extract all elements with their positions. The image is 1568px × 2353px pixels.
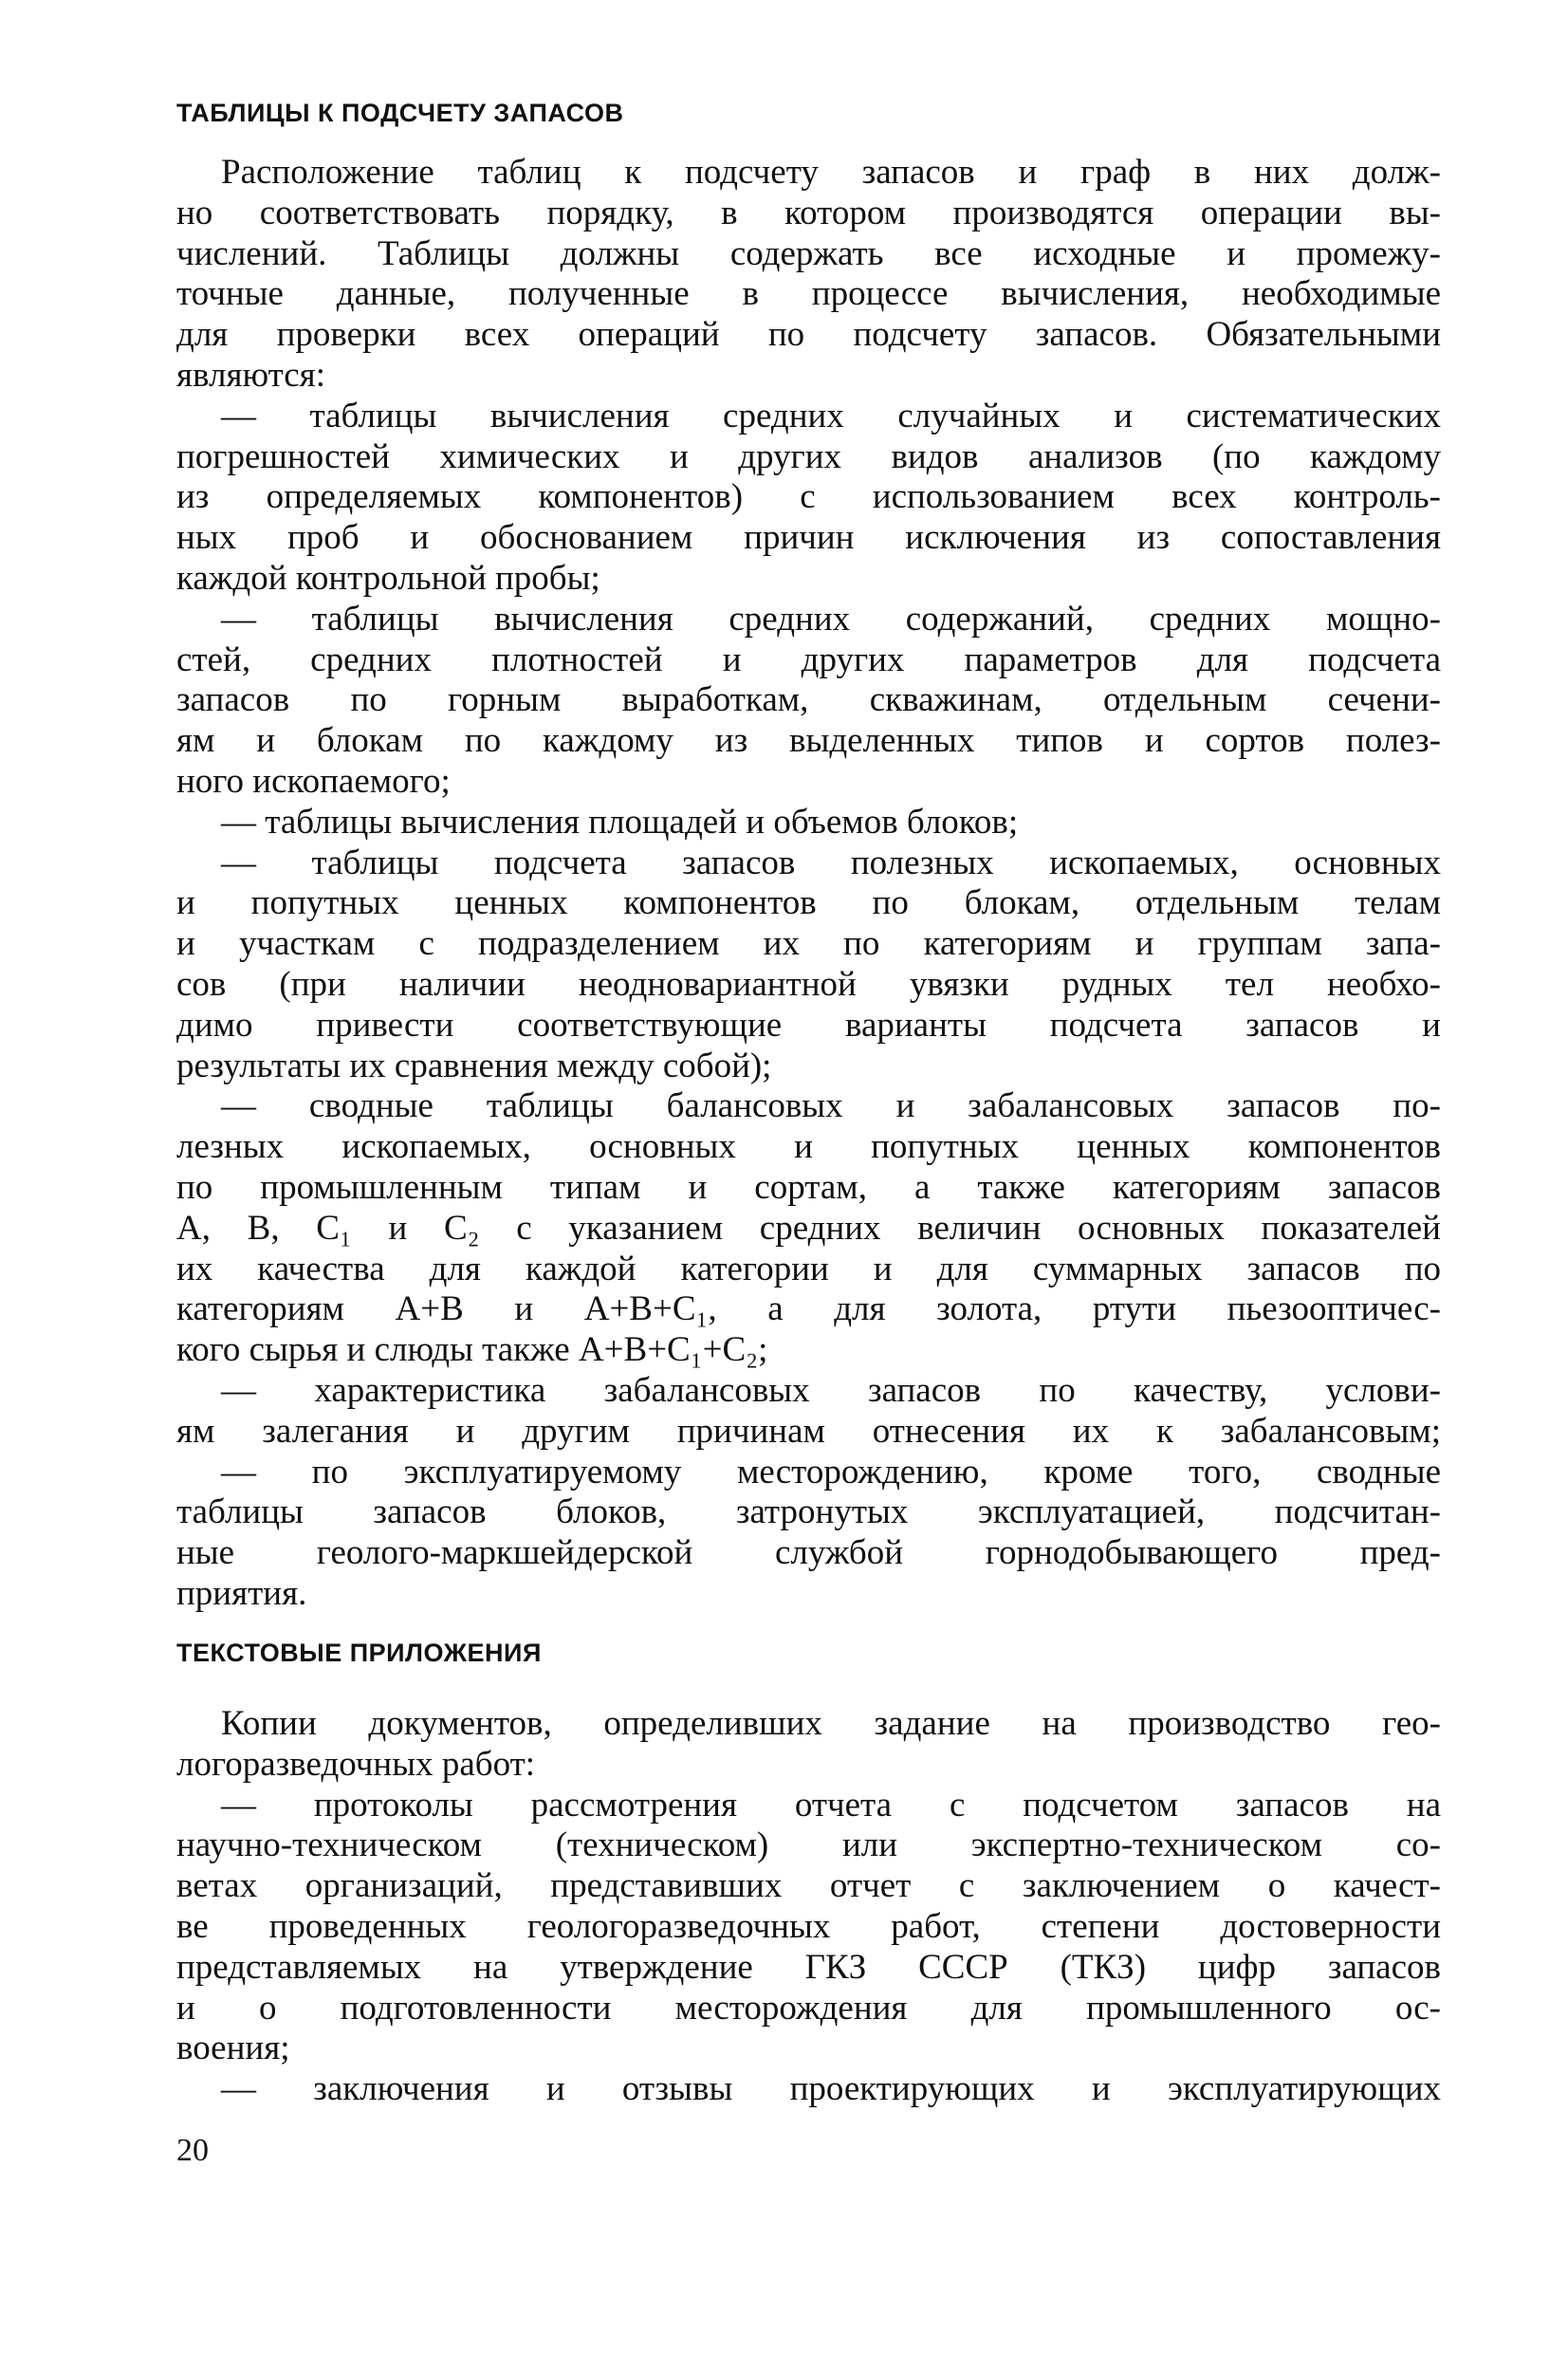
text-line: для проверки всех операций по подсчету запасов. Обязательными: [176, 315, 1441, 355]
text-line: Расположение таблиц к подсчету запасов и граф в них долж-: [221, 153, 1441, 192]
text-line: лезных ископаемых, основных и попутных ценных компонентов: [176, 1127, 1441, 1167]
text-line: ве проведенных геологоразведочных работ, степени достоверности: [176, 1907, 1441, 1946]
text-line: ям и блокам по каждому из выделенных типов и сортов полез-: [176, 721, 1441, 761]
text-line: димо привести соответствующие варианты подсчета запасов и: [176, 1005, 1441, 1045]
text-line: сов (при наличии неодновариантной увязки рудных тел необхо-: [176, 965, 1441, 1004]
text-line: логоразведочных работ:: [176, 1744, 536, 1784]
text-line: ных проб и обоснованием причин исключения из сопоставления: [176, 518, 1441, 558]
text-line: по промышленным типам и сортам, а также категориям запасов: [176, 1168, 1441, 1207]
text-line: — протоколы рассмотрения отчета с подсчетом запасов на: [221, 1785, 1441, 1825]
text-line: таблицы запасов блоков, затронутых эксплуатацией, подсчитан-: [176, 1492, 1441, 1532]
text-line: — заключения и отзывы проектирующих и эксплуатирующих: [221, 2069, 1441, 2109]
text-line: ного ископаемого;: [176, 762, 451, 801]
text-line: из определяемых компонентов) с использованием всех контроль-: [176, 477, 1441, 517]
text-line: — характеристика забалансовых запасов по качеству, услови-: [221, 1371, 1441, 1410]
text-line: — таблицы подсчета запасов полезных ископаемых, основных: [221, 843, 1441, 882]
text-line: А, В, С₁ и С₂ с указанием средних величин основных показателей: [176, 1208, 1441, 1248]
text-line: результаты их сравнения между собой);: [176, 1046, 772, 1085]
text-line: стей, средних плотностей и других параметров для подсчета: [176, 639, 1441, 679]
text-line: каждой контрольной пробы;: [176, 559, 600, 598]
page-number: 20: [176, 2133, 209, 2168]
text-line: воения;: [176, 2029, 290, 2068]
text-line: ям залегания и другим причинам отнесения их к забалансовым;: [176, 1411, 1441, 1451]
text-line: запасов по горным выработкам, скважинам, отдельным сечени-: [176, 680, 1441, 720]
text-line: и попутных ценных компонентов по блокам, отдельным телам: [176, 883, 1441, 923]
section-heading: ТЕКСТОВЫЕ ПРИЛОЖЕНИЯ: [176, 1639, 542, 1667]
text-line: но соответствовать порядку, в котором производятся операции вы-: [176, 193, 1441, 232]
text-line: — сводные таблицы балансовых и забалансовых запасов по-: [221, 1086, 1441, 1126]
text-line: погрешностей химических и других видов анализов (по каждому: [176, 436, 1441, 476]
text-line: и участкам с подразделением их по категориям и группам запа-: [176, 924, 1441, 964]
text-line: кого сырья и слюды также А+В+С₁+С₂;: [176, 1330, 768, 1370]
text-line: — таблицы вычисления средних содержаний, средних мощно-: [221, 599, 1441, 639]
text-line: Копии документов, определивших задание на производство гео-: [221, 1704, 1441, 1743]
text-line: ные геолого-маркшейдерской службой горнодобывающего пред-: [176, 1533, 1441, 1573]
text-line: представляемых на утверждение ГКЗ СССР (ТКЗ) цифр запасов: [176, 1947, 1441, 1987]
text-line: категориям А+В и А+В+С₁, а для золота, ртути пьезооптичес-: [176, 1289, 1441, 1329]
text-line: их качества для каждой категории и для суммарных запасов по: [176, 1249, 1441, 1288]
text-line: приятия.: [176, 1574, 307, 1613]
text-line: — таблицы вычисления средних случайных и систематических: [221, 396, 1441, 435]
text-line: — по эксплуатируемому месторождению, кроме того, сводные: [221, 1452, 1441, 1491]
text-line: научно-техническом (техническом) или экспертно-техническом со-: [176, 1825, 1441, 1865]
text-line: числений. Таблицы должны содержать все исходные и промежу-: [176, 233, 1441, 273]
section-heading: ТАБЛИЦЫ К ПОДСЧЕТУ ЗАПАСОВ: [176, 99, 624, 127]
text-line: ветах организаций, представивших отчет с заключением о качест-: [176, 1866, 1441, 1906]
text-line: точные данные, полученные в процессе вычисления, необходимые: [176, 274, 1441, 314]
text-line: являются:: [176, 356, 325, 395]
text-line: — таблицы вычисления площадей и объемов блоков;: [221, 802, 1019, 842]
text-line: и о подготовленности месторождения для промышленного ос-: [176, 1988, 1441, 2028]
